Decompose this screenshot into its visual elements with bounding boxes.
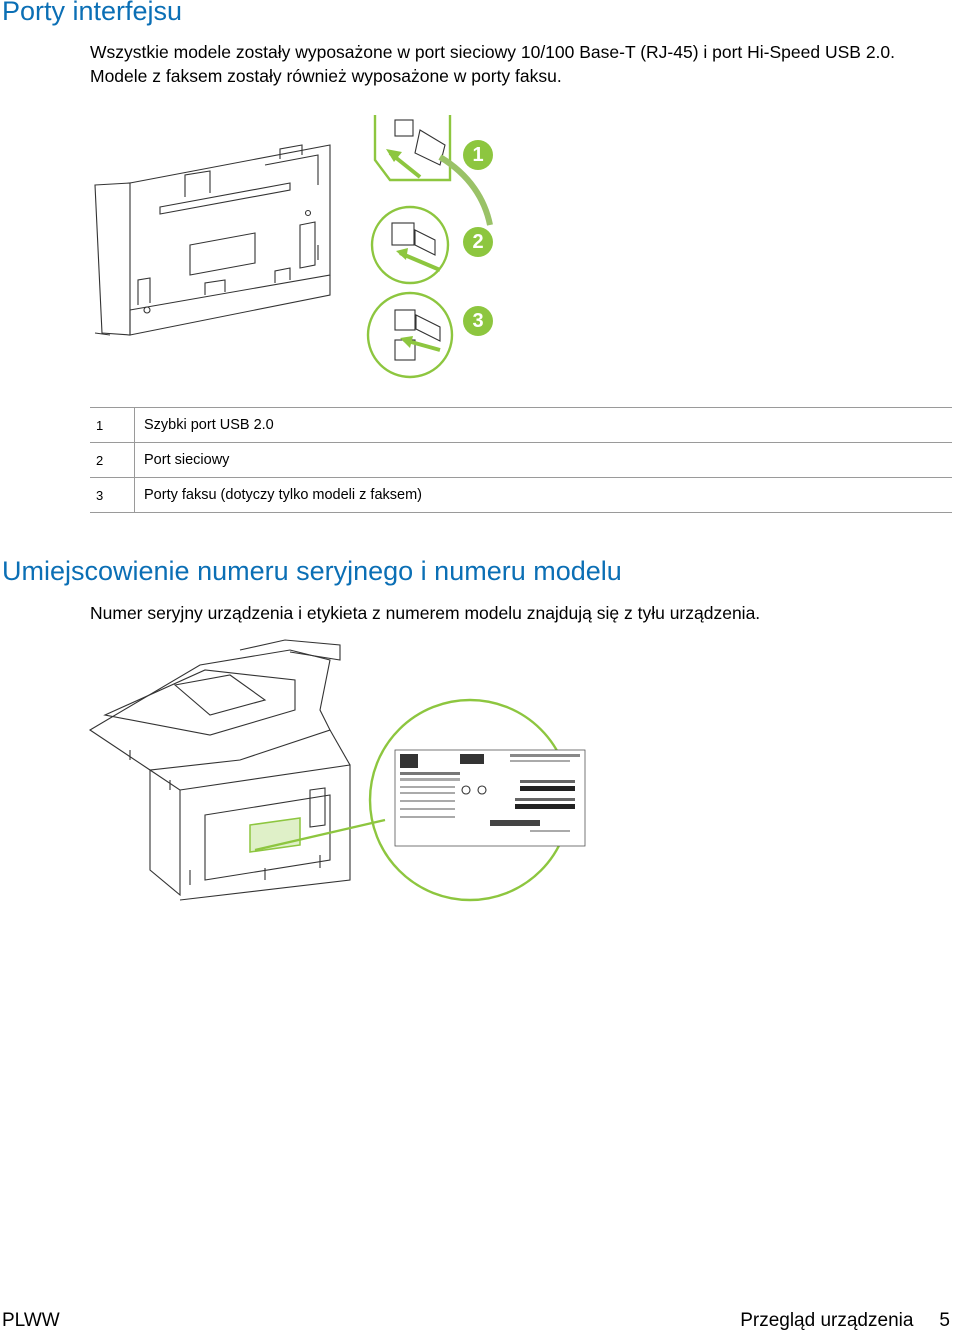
footer-section-name: Przegląd urządzenia bbox=[740, 1310, 914, 1331]
serial-number-text: Numer seryjny urządzenia i etykieta z numerem modelu znajdują się z tyłu urządzenia. bbox=[90, 603, 761, 623]
network-port-callout bbox=[372, 207, 448, 283]
ports-illustration bbox=[90, 105, 510, 395]
callout-badge-2: 2 bbox=[463, 227, 493, 257]
legend-text: Szybki port USB 2.0 bbox=[135, 408, 953, 443]
callout-badge-1: 1 bbox=[463, 140, 493, 170]
ports-intro-text: Wszystkie modele zostały wyposażone w port sieciowy 10/100 Base-T (RJ-45) i port Hi-Speed USB 2.0. Modele z faksem zostały również wyposażone w porty faksu. bbox=[90, 42, 896, 86]
section-title-ports: Porty interfejsu bbox=[2, 0, 183, 26]
legend-number: 1 bbox=[90, 408, 135, 443]
footer-section-page bbox=[740, 1310, 950, 1332]
ports-legend-table bbox=[90, 407, 952, 513]
legend-text: Port sieciowy bbox=[135, 443, 953, 478]
device-back-drawing bbox=[95, 145, 330, 335]
legend-row bbox=[90, 478, 952, 513]
usb-port-callout bbox=[375, 115, 490, 225]
legend-number: 3 bbox=[90, 478, 135, 513]
legend-row bbox=[90, 443, 952, 478]
section-title-serial-number: Umiejscowienie numeru seryjnego i numeru modelu bbox=[2, 556, 622, 586]
footer-page-number: 5 bbox=[939, 1310, 950, 1331]
callout-badge-3: 3 bbox=[463, 306, 493, 336]
footer-locale: PLWW bbox=[2, 1310, 60, 1331]
fax-ports-callout bbox=[368, 293, 452, 377]
device-rear-drawing bbox=[90, 640, 385, 900]
legend-text: Porty faksu (dotyczy tylko modeli z faksem) bbox=[135, 478, 953, 513]
legend-row bbox=[90, 408, 952, 443]
serial-label-callout bbox=[370, 700, 585, 900]
legend-number: 2 bbox=[90, 443, 135, 478]
serial-label-illustration bbox=[90, 640, 560, 910]
